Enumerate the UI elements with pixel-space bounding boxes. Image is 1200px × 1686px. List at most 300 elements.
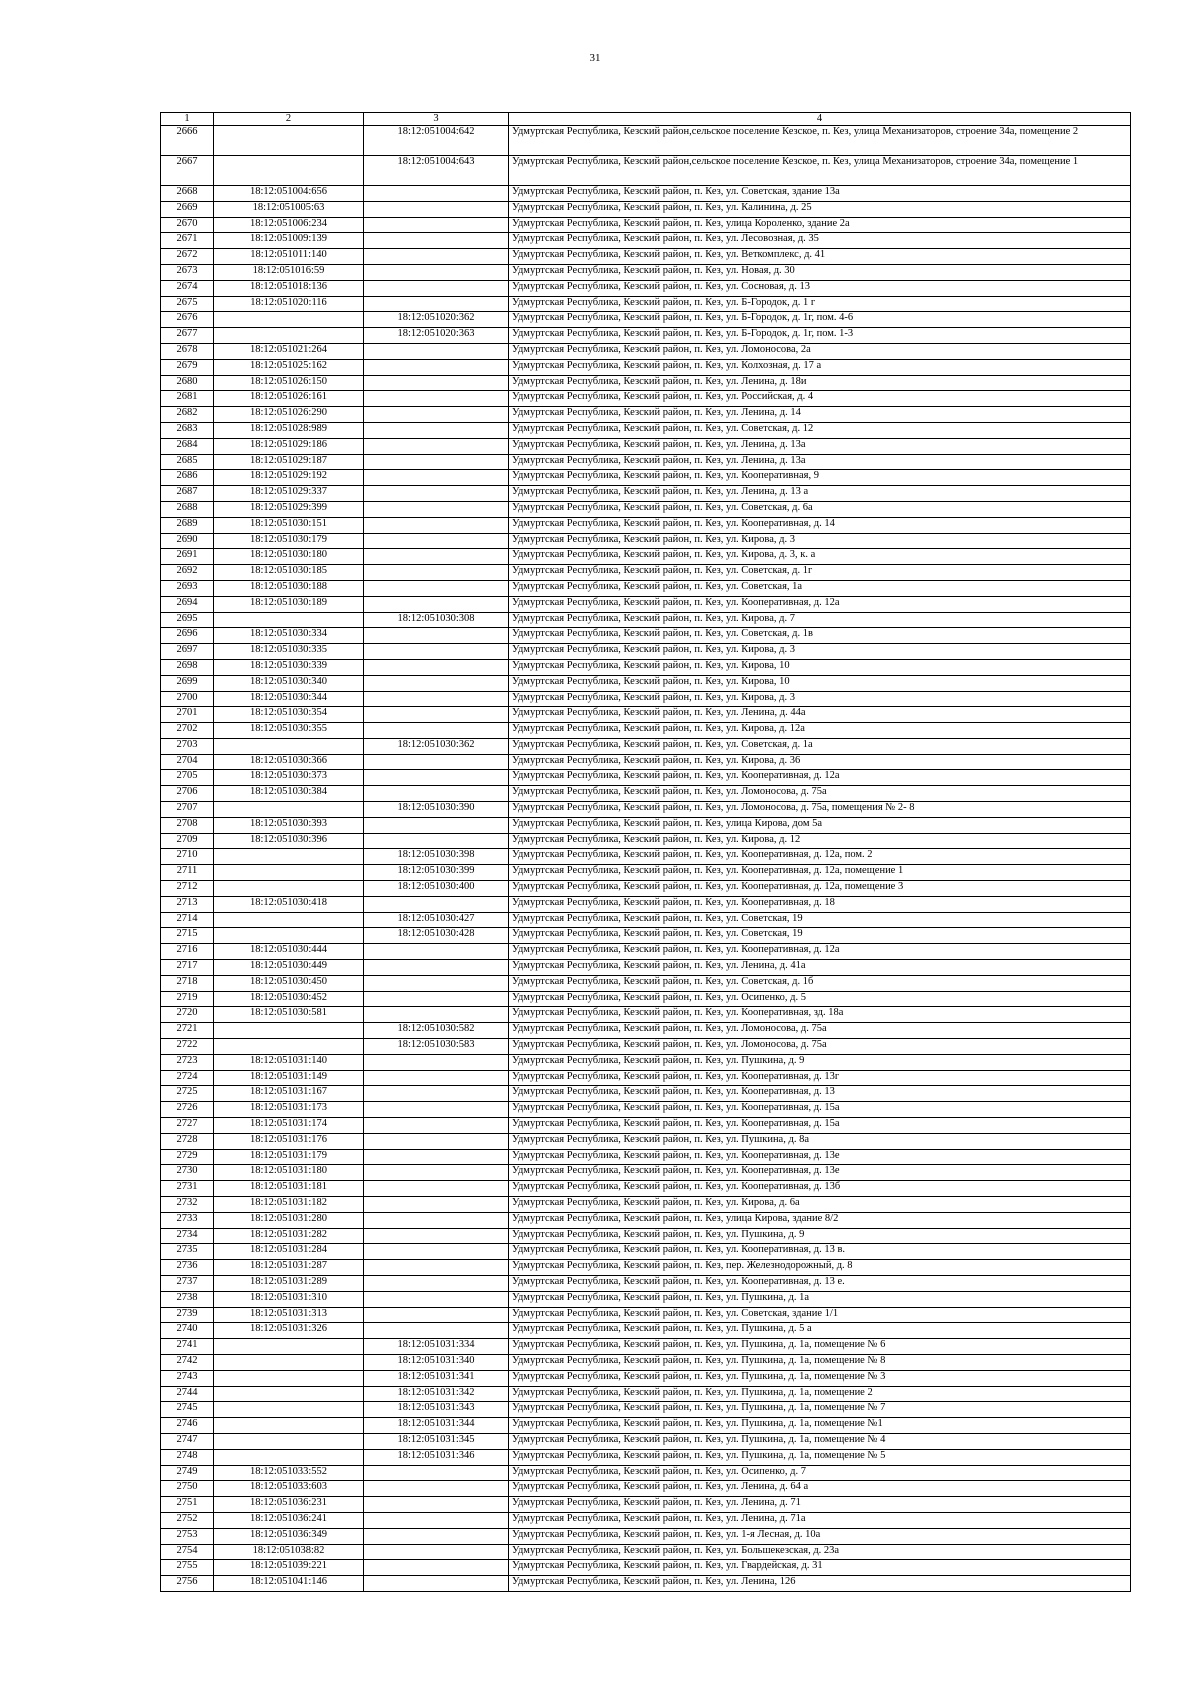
table-row: [161, 1402, 1131, 1418]
premises-cadastral-number: [364, 1197, 509, 1213]
row-number: 2696: [161, 628, 214, 644]
premises-cadastral-number: 18:12:051030:362: [364, 738, 509, 754]
row-number: 2690: [161, 533, 214, 549]
row-number: 2701: [161, 707, 214, 723]
address: Удмуртская Республика, Кезский район, п. Кез, ул. Пушкина, д. 1а, помещение 2: [509, 1386, 1131, 1402]
address: Удмуртская Республика, Кезский район, п. Кез, ул. Веткомплекс, д. 41: [509, 249, 1131, 265]
row-number: 2739: [161, 1307, 214, 1323]
address: Удмуртская Республика, Кезский район, п. Кез, ул. Кооперативная, д. 14: [509, 517, 1131, 533]
table-row: [161, 217, 1131, 233]
land-cadastral-number: 18:12:051030:450: [214, 975, 364, 991]
table-row: [161, 1039, 1131, 1055]
address: Удмуртская Республика, Кезский район, п. Кез, ул. Осипенко, д. 7: [509, 1465, 1131, 1481]
row-number: 2741: [161, 1339, 214, 1355]
land-cadastral-number: [214, 881, 364, 897]
row-number: 2666: [161, 126, 214, 156]
table-row: [161, 817, 1131, 833]
land-cadastral-number: [214, 738, 364, 754]
row-number: 2751: [161, 1497, 214, 1513]
premises-cadastral-number: [364, 1007, 509, 1023]
premises-cadastral-number: [364, 1165, 509, 1181]
address: Удмуртская Республика, Кезский район, п. Кез, ул. Пушкина, д. 9: [509, 1228, 1131, 1244]
row-number: 2691: [161, 549, 214, 565]
row-number: 2725: [161, 1086, 214, 1102]
land-cadastral-number: [214, 928, 364, 944]
premises-cadastral-number: [364, 533, 509, 549]
land-cadastral-number: 18:12:051030:335: [214, 644, 364, 660]
address: Удмуртская Республика, Кезский район, п. Кез, ул. Ломоносова, д. 75а, помещения № 2- 8: [509, 802, 1131, 818]
row-number: 2723: [161, 1054, 214, 1070]
premises-cadastral-number: 18:12:051030:399: [364, 865, 509, 881]
premises-cadastral-number: [364, 754, 509, 770]
land-cadastral-number: 18:12:051033:603: [214, 1481, 364, 1497]
premises-cadastral-number: [364, 675, 509, 691]
row-number: 2668: [161, 186, 214, 202]
row-number: 2753: [161, 1528, 214, 1544]
land-cadastral-number: 18:12:051029:192: [214, 470, 364, 486]
row-number: 2715: [161, 928, 214, 944]
table-row: [161, 1449, 1131, 1465]
address: Удмуртская Республика, Кезский район, п. Кез, ул. Ломоносова, д. 75а: [509, 1023, 1131, 1039]
premises-cadastral-number: [364, 517, 509, 533]
row-number: 2731: [161, 1181, 214, 1197]
row-number: 2730: [161, 1165, 214, 1181]
table-row: [161, 580, 1131, 596]
address: Удмуртская Республика, Кезский район, п. Кез, ул. Советская, д. 6а: [509, 501, 1131, 517]
table-row: [161, 975, 1131, 991]
premises-cadastral-number: [364, 359, 509, 375]
row-number: 2738: [161, 1291, 214, 1307]
premises-cadastral-number: [364, 1244, 509, 1260]
land-cadastral-number: [214, 1354, 364, 1370]
land-cadastral-number: 18:12:051036:231: [214, 1497, 364, 1513]
address: Удмуртская Республика, Кезский район, п. Кез, ул. Советская, 1а: [509, 580, 1131, 596]
row-number: 2708: [161, 817, 214, 833]
premises-cadastral-number: 18:12:051030:308: [364, 612, 509, 628]
address: Удмуртская Республика, Кезский район, п. Кез, ул. Пушкина, д. 5 а: [509, 1323, 1131, 1339]
address: Удмуртская Республика, Кезский район, п. Кез, ул. Пушкина, д. 1а, помещение № 5: [509, 1449, 1131, 1465]
row-number: 2686: [161, 470, 214, 486]
row-number: 2693: [161, 580, 214, 596]
address: Удмуртская Республика, Кезский район, п. Кез, ул. Кооперативная, д. 12а: [509, 944, 1131, 960]
address: Удмуртская Республика, Кезский район, п. Кез, пер. Железнодорожный, д. 8: [509, 1260, 1131, 1276]
land-cadastral-number: 18:12:051016:59: [214, 264, 364, 280]
row-number: 2676: [161, 312, 214, 328]
land-cadastral-number: 18:12:051030:340: [214, 675, 364, 691]
land-cadastral-number: [214, 1339, 364, 1355]
table-row: [161, 1054, 1131, 1070]
row-number: 2685: [161, 454, 214, 470]
row-number: 2710: [161, 849, 214, 865]
address: Удмуртская Республика, Кезский район, п. Кез, ул. Кооперативная, д. 13 в.: [509, 1244, 1131, 1260]
land-cadastral-number: 18:12:051030:393: [214, 817, 364, 833]
table-row: [161, 1133, 1131, 1149]
premises-cadastral-number: 18:12:051031:345: [364, 1433, 509, 1449]
table-row: [161, 644, 1131, 660]
address: Удмуртская Республика, Кезский район, п. Кез, ул. Кирова, 10: [509, 659, 1131, 675]
row-number: 2744: [161, 1386, 214, 1402]
row-number: 2689: [161, 517, 214, 533]
land-cadastral-number: 18:12:051030:339: [214, 659, 364, 675]
row-number: 2712: [161, 881, 214, 897]
premises-cadastral-number: 18:12:051031:340: [364, 1354, 509, 1370]
table-row: [161, 296, 1131, 312]
premises-cadastral-number: [364, 422, 509, 438]
premises-cadastral-number: 18:12:051030:583: [364, 1039, 509, 1055]
table-row: [161, 201, 1131, 217]
land-cadastral-number: 18:12:051029:187: [214, 454, 364, 470]
row-number: 2669: [161, 201, 214, 217]
premises-cadastral-number: [364, 833, 509, 849]
table-row: [161, 407, 1131, 423]
table-row: [161, 1007, 1131, 1023]
table-row: [161, 533, 1131, 549]
address: Удмуртская Республика, Кезский район, п. Кез, ул. Б-Городок, д. 1г, пом. 4-6: [509, 312, 1131, 328]
land-cadastral-number: 18:12:051030:344: [214, 691, 364, 707]
table-row: [161, 1197, 1131, 1213]
premises-cadastral-number: 18:12:051031:342: [364, 1386, 509, 1402]
address: Удмуртская Республика, Кезский район, п. Кез, ул. Ленина, д. 18и: [509, 375, 1131, 391]
land-cadastral-number: 18:12:051004:656: [214, 186, 364, 202]
address: Удмуртская Республика, Кезский район, п. Кез, улица Короленко, здание 2а: [509, 217, 1131, 233]
table-row: [161, 944, 1131, 960]
table-row: [161, 1307, 1131, 1323]
premises-cadastral-number: 18:12:051004:643: [364, 156, 509, 186]
premises-cadastral-number: [364, 1560, 509, 1576]
premises-cadastral-number: [364, 470, 509, 486]
table-row: [161, 1260, 1131, 1276]
address: Удмуртская Республика, Кезский район, п. Кез, улица Кирова, дом 5а: [509, 817, 1131, 833]
land-cadastral-number: 18:12:051033:552: [214, 1465, 364, 1481]
row-number: 2713: [161, 896, 214, 912]
column-header-2: 2: [214, 113, 364, 126]
address: Удмуртская Республика, Кезский район, п. Кез, ул. Пушкина, д. 1а, помещение № 3: [509, 1370, 1131, 1386]
address: Удмуртская Республика, Кезский район, п. Кез, ул. Ломоносова, д. 75а: [509, 1039, 1131, 1055]
row-number: 2702: [161, 723, 214, 739]
table-row: [161, 1497, 1131, 1513]
table-body: [161, 126, 1131, 1592]
table-row: [161, 359, 1131, 375]
premises-cadastral-number: [364, 644, 509, 660]
address: Удмуртская Республика, Кезский район, п. Кез, ул. Кирова, д. 12: [509, 833, 1131, 849]
land-cadastral-number: 18:12:051020:116: [214, 296, 364, 312]
land-cadastral-number: [214, 1370, 364, 1386]
premises-cadastral-number: [364, 1054, 509, 1070]
land-cadastral-number: 18:12:051030:334: [214, 628, 364, 644]
address: Удмуртская Республика, Кезский район, п. Кез, ул. Кооперативная, зд. 18а: [509, 1007, 1131, 1023]
row-number: 2747: [161, 1433, 214, 1449]
premises-cadastral-number: [364, 1528, 509, 1544]
row-number: 2743: [161, 1370, 214, 1386]
table-row: [161, 1275, 1131, 1291]
premises-cadastral-number: 18:12:051030:428: [364, 928, 509, 944]
row-number: 2714: [161, 912, 214, 928]
land-cadastral-number: 18:12:051031:284: [214, 1244, 364, 1260]
table-row: [161, 1181, 1131, 1197]
land-cadastral-number: 18:12:051029:186: [214, 438, 364, 454]
table-row: [161, 754, 1131, 770]
premises-cadastral-number: [364, 1118, 509, 1134]
address: Удмуртская Республика, Кезский район, п. Кез, ул. Советская, д. 1в: [509, 628, 1131, 644]
premises-cadastral-number: [364, 770, 509, 786]
row-number: 2740: [161, 1323, 214, 1339]
address: Удмуртская Республика, Кезский район, п. Кез, ул. Кооперативная, д. 15а: [509, 1118, 1131, 1134]
address: Удмуртская Республика, Кезский район, п. Кез, ул. Б-Городок, д. 1 г: [509, 296, 1131, 312]
table-row: [161, 1370, 1131, 1386]
premises-cadastral-number: [364, 1323, 509, 1339]
premises-cadastral-number: 18:12:051004:642: [364, 126, 509, 156]
land-cadastral-number: 18:12:051030:449: [214, 960, 364, 976]
premises-cadastral-number: 18:12:051030:400: [364, 881, 509, 897]
table-row: [161, 156, 1131, 186]
row-number: 2749: [161, 1465, 214, 1481]
land-cadastral-number: 18:12:051038:82: [214, 1544, 364, 1560]
row-number: 2724: [161, 1070, 214, 1086]
table-row: [161, 438, 1131, 454]
address: Удмуртская Республика, Кезский район, п. Кез, ул. Кирова, д. 3, к. а: [509, 549, 1131, 565]
premises-cadastral-number: [364, 1260, 509, 1276]
address: Удмуртская Республика, Кезский район, п. Кез, ул. Ленина, д. 64 а: [509, 1481, 1131, 1497]
table-row: [161, 960, 1131, 976]
table-row: [161, 375, 1131, 391]
land-cadastral-number: 18:12:051021:264: [214, 343, 364, 359]
land-cadastral-number: 18:12:051029:399: [214, 501, 364, 517]
premises-cadastral-number: [364, 391, 509, 407]
address: Удмуртская Республика, Кезский район, п. Кез, ул. Советская, д. 1г: [509, 565, 1131, 581]
premises-cadastral-number: [364, 1086, 509, 1102]
row-number: 2697: [161, 644, 214, 660]
premises-cadastral-number: [364, 1481, 509, 1497]
land-cadastral-number: 18:12:051025:162: [214, 359, 364, 375]
premises-cadastral-number: 18:12:051020:363: [364, 328, 509, 344]
page-number: 31: [589, 52, 601, 64]
land-cadastral-number: 18:12:051031:140: [214, 1054, 364, 1070]
row-number: 2734: [161, 1228, 214, 1244]
address: Удмуртская Республика, Кезский район, п. Кез, ул. Советская, д. 12: [509, 422, 1131, 438]
land-cadastral-number: [214, 1386, 364, 1402]
table-row: [161, 770, 1131, 786]
land-cadastral-number: [214, 312, 364, 328]
premises-cadastral-number: [364, 1512, 509, 1528]
premises-cadastral-number: [364, 375, 509, 391]
address: Удмуртская Республика, Кезский район, п. Кез, ул. Кооперативная, д. 13е: [509, 1165, 1131, 1181]
land-cadastral-number: 18:12:051030:444: [214, 944, 364, 960]
table-row: [161, 1212, 1131, 1228]
premises-cadastral-number: [364, 580, 509, 596]
address: Удмуртская Республика, Кезский район, п. Кез, ул. Кооперативная, д. 18: [509, 896, 1131, 912]
table-row: [161, 833, 1131, 849]
table-row: [161, 454, 1131, 470]
premises-cadastral-number: [364, 596, 509, 612]
address: Удмуртская Республика, Кезский район, п. Кез, ул. Ленина, д. 44а: [509, 707, 1131, 723]
table-row: [161, 1244, 1131, 1260]
premises-cadastral-number: [364, 549, 509, 565]
address: Удмуртская Республика, Кезский район, п. Кез, ул. Кирова, д. 12а: [509, 723, 1131, 739]
land-cadastral-number: 18:12:051030:354: [214, 707, 364, 723]
premises-cadastral-number: [364, 1133, 509, 1149]
land-cadastral-number: 18:12:051031:182: [214, 1197, 364, 1213]
land-cadastral-number: 18:12:051031:176: [214, 1133, 364, 1149]
row-number: 2704: [161, 754, 214, 770]
row-number: 2681: [161, 391, 214, 407]
premises-cadastral-number: [364, 438, 509, 454]
row-number: 2746: [161, 1418, 214, 1434]
address: Удмуртская Республика, Кезский район, п. Кез, ул. Ломоносова, д. 75а: [509, 786, 1131, 802]
premises-cadastral-number: [364, 501, 509, 517]
address: Удмуртская Республика, Кезский район, п. Кез, ул. Кирова, д. 6а: [509, 1197, 1131, 1213]
premises-cadastral-number: [364, 565, 509, 581]
row-number: 2677: [161, 328, 214, 344]
land-cadastral-number: 18:12:051026:150: [214, 375, 364, 391]
address: Удмуртская Республика, Кезский район, п. Кез, ул. Пушкина, д. 1а, помещение №1: [509, 1418, 1131, 1434]
premises-cadastral-number: [364, 407, 509, 423]
table-row: [161, 1512, 1131, 1528]
table-row: [161, 691, 1131, 707]
table-row: [161, 738, 1131, 754]
table-row: [161, 596, 1131, 612]
table-row: [161, 549, 1131, 565]
land-cadastral-number: 18:12:051031:179: [214, 1149, 364, 1165]
premises-cadastral-number: [364, 454, 509, 470]
premises-cadastral-number: [364, 486, 509, 502]
premises-cadastral-number: [364, 1275, 509, 1291]
table-row: [161, 802, 1131, 818]
row-number: 2683: [161, 422, 214, 438]
land-cadastral-number: 18:12:051031:181: [214, 1181, 364, 1197]
table-row: [161, 391, 1131, 407]
row-number: 2717: [161, 960, 214, 976]
address: Удмуртская Республика, Кезский район, п. Кез, улица Кирова, здание 8/2: [509, 1212, 1131, 1228]
premises-cadastral-number: [364, 707, 509, 723]
table-row: [161, 264, 1131, 280]
land-cadastral-number: 18:12:051030:189: [214, 596, 364, 612]
land-cadastral-number: 18:12:051030:180: [214, 549, 364, 565]
address: Удмуртская Республика, Кезский район, п. Кез, ул. Ленина, д. 13а: [509, 438, 1131, 454]
table-row: [161, 233, 1131, 249]
premises-cadastral-number: [364, 1497, 509, 1513]
row-number: 2671: [161, 233, 214, 249]
row-number: 2674: [161, 280, 214, 296]
row-number: 2752: [161, 1512, 214, 1528]
table-row: [161, 881, 1131, 897]
address: Удмуртская Республика, Кезский район, п. Кез, ул. Ленина, 126: [509, 1576, 1131, 1592]
table-row: [161, 1070, 1131, 1086]
address: Удмуртская Республика, Кезский район, п. Кез, ул. Кооперативная, д. 12а: [509, 596, 1131, 612]
land-cadastral-number: 18:12:051005:63: [214, 201, 364, 217]
premises-cadastral-number: 18:12:051031:346: [364, 1449, 509, 1465]
land-cadastral-number: 18:12:051030:418: [214, 896, 364, 912]
premises-cadastral-number: [364, 1228, 509, 1244]
table-row: [161, 1102, 1131, 1118]
land-cadastral-number: 18:12:051030:185: [214, 565, 364, 581]
land-cadastral-number: 18:12:051031:167: [214, 1086, 364, 1102]
address: Удмуртская Республика, Кезский район, п. Кез, ул. Ленина, д. 13 а: [509, 486, 1131, 502]
address: Удмуртская Республика, Кезский район, п. Кез, ул. Ленина, д. 71: [509, 1497, 1131, 1513]
address: Удмуртская Республика, Кезский район, п. Кез, ул. Кооперативная, д. 12а, пом. 2: [509, 849, 1131, 865]
address: Удмуртская Республика, Кезский район,сельское поселение Кезское, п. Кез, улица Механизаторов, строение 34а, помещение 2: [509, 126, 1131, 156]
table-row: [161, 501, 1131, 517]
table-row: [161, 1560, 1131, 1576]
address: Удмуртская Республика, Кезский район, п. Кез, ул. Осипенко, д. 5: [509, 991, 1131, 1007]
land-cadastral-number: 18:12:051030:452: [214, 991, 364, 1007]
premises-cadastral-number: [364, 217, 509, 233]
premises-cadastral-number: [364, 343, 509, 359]
table-row: [161, 249, 1131, 265]
premises-cadastral-number: 18:12:051030:390: [364, 802, 509, 818]
land-cadastral-number: 18:12:051031:289: [214, 1275, 364, 1291]
row-number: 2699: [161, 675, 214, 691]
row-number: 2680: [161, 375, 214, 391]
address: Удмуртская Республика, Кезский район, п. Кез, ул. Советская, здание 1/1: [509, 1307, 1131, 1323]
row-number: 2742: [161, 1354, 214, 1370]
land-cadastral-number: [214, 849, 364, 865]
address: Удмуртская Республика, Кезский район, п. Кез, ул. Пушкина, д. 1а, помещение № 8: [509, 1354, 1131, 1370]
premises-cadastral-number: [364, 296, 509, 312]
table-row: [161, 1576, 1131, 1592]
registry-table: [160, 112, 1131, 1592]
land-cadastral-number: [214, 1418, 364, 1434]
address: Удмуртская Республика, Кезский район, п. Кез, ул. Б-Городок, д. 1г, пом. 1-3: [509, 328, 1131, 344]
address: Удмуртская Республика, Кезский район, п. Кез, ул. Пушкина, д. 8а: [509, 1133, 1131, 1149]
address: Удмуртская Республика, Кезский район, п. Кез, ул. Кирова, 10: [509, 675, 1131, 691]
row-number: 2754: [161, 1544, 214, 1560]
premises-cadastral-number: [364, 1102, 509, 1118]
address: Удмуртская Республика, Кезский район, п. Кез, ул. Гвардейская, д. 31: [509, 1560, 1131, 1576]
land-cadastral-number: 18:12:051030:366: [214, 754, 364, 770]
premises-cadastral-number: [364, 691, 509, 707]
table-row: [161, 1465, 1131, 1481]
land-cadastral-number: 18:12:051030:396: [214, 833, 364, 849]
address: Удмуртская Республика, Кезский район, п. Кез, ул. Кооперативная, д. 12а, помещение 1: [509, 865, 1131, 881]
row-number: 2670: [161, 217, 214, 233]
premises-cadastral-number: 18:12:051031:334: [364, 1339, 509, 1355]
row-number: 2695: [161, 612, 214, 628]
land-cadastral-number: [214, 1023, 364, 1039]
premises-cadastral-number: [364, 723, 509, 739]
address: Удмуртская Республика, Кезский район, п. Кез, ул. Кирова, д. 36: [509, 754, 1131, 770]
land-cadastral-number: 18:12:051031:174: [214, 1118, 364, 1134]
address: Удмуртская Республика, Кезский район, п. Кез, ул. Кооперативная, д. 13г: [509, 1070, 1131, 1086]
premises-cadastral-number: [364, 960, 509, 976]
table-row: [161, 991, 1131, 1007]
table-row: [161, 628, 1131, 644]
table-row: [161, 1354, 1131, 1370]
table-row: [161, 1165, 1131, 1181]
premises-cadastral-number: [364, 1181, 509, 1197]
row-number: 2687: [161, 486, 214, 502]
row-number: 2748: [161, 1449, 214, 1465]
row-number: 2719: [161, 991, 214, 1007]
row-number: 2711: [161, 865, 214, 881]
land-cadastral-number: 18:12:051031:173: [214, 1102, 364, 1118]
row-number: 2732: [161, 1197, 214, 1213]
premises-cadastral-number: 18:12:051031:343: [364, 1402, 509, 1418]
address: Удмуртская Республика, Кезский район, п. Кез, ул. Кирова, д. 3: [509, 533, 1131, 549]
land-cadastral-number: 18:12:051030:581: [214, 1007, 364, 1023]
table-row: [161, 723, 1131, 739]
address: Удмуртская Республика, Кезский район, п. Кез, ул. 1-я Лесная, д. 10а: [509, 1528, 1131, 1544]
premises-cadastral-number: [364, 264, 509, 280]
address: Удмуртская Республика, Кезский район, п. Кез, ул. Пушкина, д. 1а, помещение № 6: [509, 1339, 1131, 1355]
table-row: [161, 1481, 1131, 1497]
address: Удмуртская Республика, Кезский район, п. Кез, ул. Ленина, д. 14: [509, 407, 1131, 423]
address: Удмуртская Республика, Кезский район, п. Кез, ул. Ломоносова, 2а: [509, 343, 1131, 359]
land-cadastral-number: 18:12:051036:349: [214, 1528, 364, 1544]
address: Удмуртская Республика, Кезский район, п. Кез, ул. Советская, д. 1б: [509, 975, 1131, 991]
land-cadastral-number: 18:12:051031:280: [214, 1212, 364, 1228]
premises-cadastral-number: [364, 817, 509, 833]
land-cadastral-number: 18:12:051031:287: [214, 1260, 364, 1276]
